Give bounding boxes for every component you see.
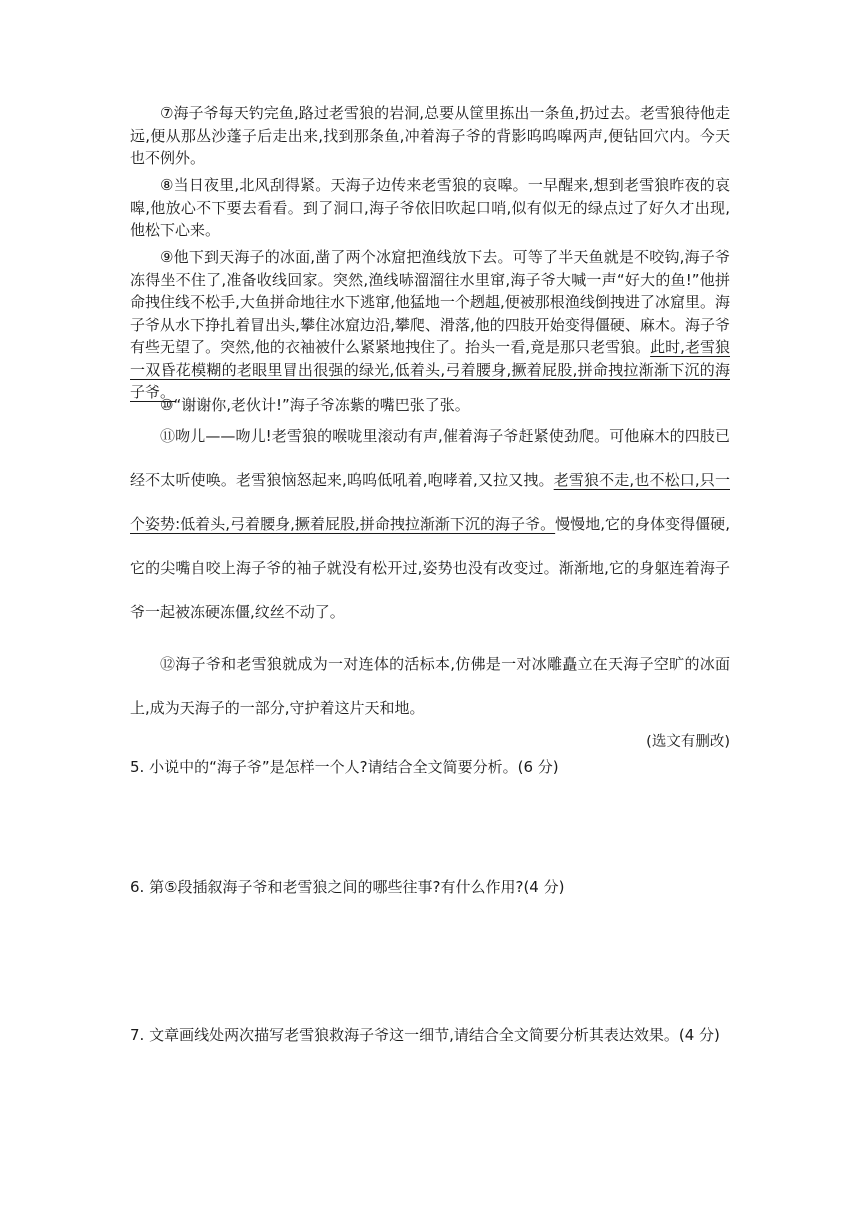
paragraph-11-text-before: ⑪吻儿——吻儿!老雪狼的喉咙里滚动有声,催着海子爷赶紧使劲爬。可他麻木的四肢已经不太听使唤。老雪狼恼怒起来,呜呜低吼着,咆哮着,又拉又拽。 [130,427,730,489]
paragraph-9-text: ⑨他下到天海子的冰面,凿了两个冰窟把渔线放下去。可等了半天鱼就是不咬钩,海子爷冻得坐不住了,准备收线回家。突然,渔线哧溜溜往水里窜,海子爷大喊一声“好大的鱼!”他拼命拽住线不松手,大鱼拼命地往水下逃窜,他猛地一个趔趄,便被那根渔线倒拽进了冰窟里。海子爷从水下挣扎着冒出头,攀住冰窟边沿,攀爬、滑落,他的四肢开始变得僵硬、麻木。海子爷有些无望了。突然,他的衣袖被什么紧紧地拽住了。抬头一看,竟是那只老雪狼。 [130,248,730,356]
source-note: (选文有删改) [646,734,730,750]
question-5: 5. 小说中的“海子爷”是怎样一个人?请结合全文简要分析。(6 分) [130,758,559,776]
paragraph-9 [130,246,730,404]
paragraph-11-text-after: 慢慢地,它的身体变得僵硬,它的尖嘴自咬上海子爷的袖子就没有松开过,姿势也没有改变过。渐渐地,它的身躯连着海子爷一起被冻硬冻僵,纹丝不动了。 [130,515,730,621]
paragraph-12: ⑫海子爷和老雪狼就成为一对连体的活标本,仿佛是一对冰雕矗立在天海子空旷的冰面上,成为天海子的一部分,守护着这片天和地。 [130,655,730,717]
question-6: 6. 第⑤段插叙海子爷和老雪狼之间的哪些往事?有什么作用?(4 分) [130,878,565,896]
paragraph-11 [130,414,730,634]
paragraph-10: ⑩“谢谢你,老伙计!”海子爷冻紫的嘴巴张了张。 [160,396,470,414]
paragraph-11-underlined: 老雪狼不走,也不松口,只一个姿势:低着头,弓着腰身,撅着屁股,拼命拽拉渐渐下沉的海子爷。 [130,471,730,533]
paragraph-8: ⑧当日夜里,北风刮得紧。天海子边传来老雪狼的哀嗥。一早醒来,想到老雪狼昨夜的哀嗥,他放心不下要去看看。到了洞口,海子爷依旧吹起口哨,似有似无的绿点过了好久才出现,他松下心来。 [130,176,730,239]
question-7: 7. 文章画线处两次描写老雪狼救海子爷这一细节,请结合全文简要分析其表达效果。(4 分) [130,1026,720,1044]
paragraph-7: ⑦海子爷每天钓完鱼,路过老雪狼的岩洞,总要从筐里拣出一条鱼,扔过去。老雪狼待他走远,便从那丛沙蓬子后走出来,找到那条鱼,冲着海子爷的背影呜呜嗥两声,便钻回穴内。今天也不例外。 [130,104,730,167]
paragraph-9-underlined: 此时,老雪狼一双昏花模糊的老眼里冒出很强的绿光,低着头,弓着腰身,撅着屁股,拼命拽拉渐渐下沉的海子爷。 [130,338,730,401]
